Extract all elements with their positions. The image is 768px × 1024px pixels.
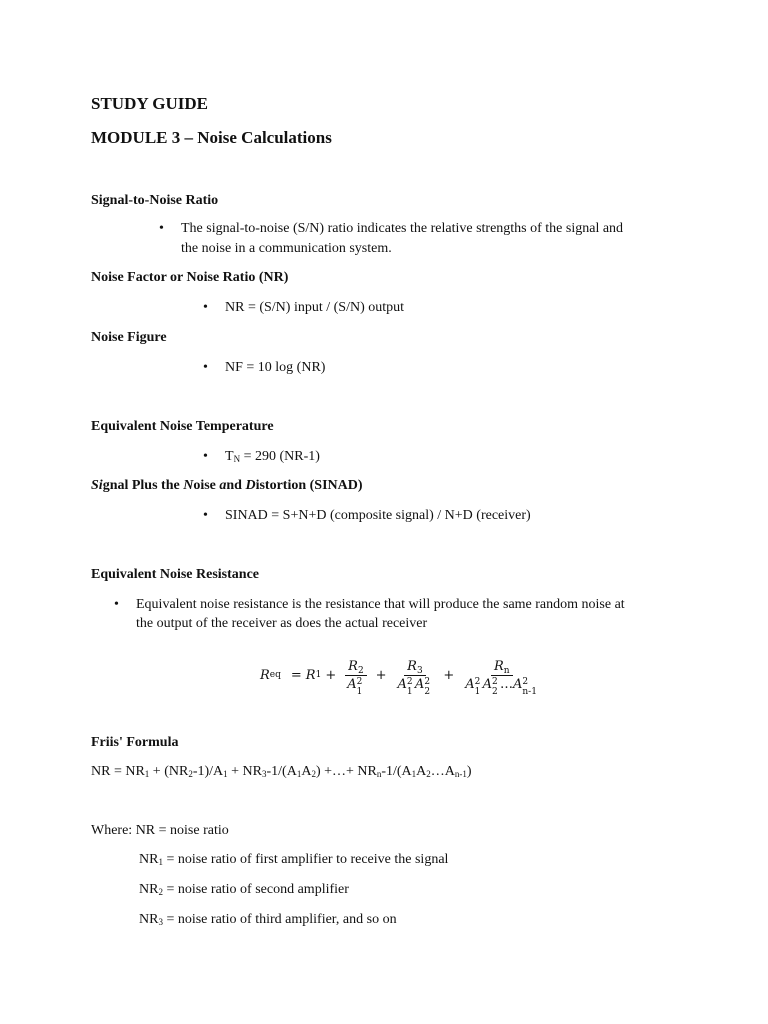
enr-bullet	[114, 597, 625, 613]
bullet-symbol: •	[203, 449, 208, 464]
nr1-desc: = noise ratio of first amplifier to receive the signal	[162, 852, 449, 867]
ent-heading: Equivalent Noise Temperature	[91, 419, 274, 434]
ent-bullet	[203, 449, 320, 465]
snr-heading: Signal-to-Noise Ratio	[91, 193, 219, 208]
sinad-bullet	[203, 508, 531, 524]
bullet-symbol: •	[203, 508, 208, 523]
nr1-definition: $NR_1$ = noise ratio of first amplifier to receive the signal	[139, 852, 449, 867]
sinad-bullet-text: SINAD = S+N+D (composite signal) / N+D (receiver)	[225, 508, 531, 523]
bullet-symbol: •	[203, 300, 208, 315]
nr-heading: Noise Factor or Noise Ratio (NR)	[91, 270, 289, 285]
ent-bullet-sub: N	[233, 454, 241, 464]
nf-bullet	[203, 360, 325, 376]
friis-formula: NR = $NR_1 + (NR_2-1)/A_1 + NR_3-1/(A_1A_2)$ +…+ $NR_n-1/(A_1A_2\dots A_{n-1})$	[91, 764, 472, 779]
nr-bullet-text: NR = (S/N) input / (S/N) output	[225, 300, 405, 315]
sinad-heading-part: Si	[91, 478, 103, 493]
nr3-definition: $NR_3$ = noise ratio of third amplifier, and so on	[139, 912, 397, 927]
nr2-definition: $NR_2$ = noise ratio of second amplifier	[139, 882, 349, 897]
bullet-symbol: •	[203, 360, 208, 375]
sinad-heading-part: oise	[193, 478, 220, 493]
sinad-heading-part: g	[102, 478, 110, 493]
snr-bullet-line1: The signal-to-noise (S/N) ratio indicates the relative strengths of the signal and	[181, 221, 624, 236]
study-guide-title: STUDY GUIDE	[91, 94, 208, 113]
nr2-desc: = noise ratio of second amplifier	[162, 882, 349, 897]
fraction-term-3: $R_3$ A 2 1 A 2 2	[397, 658, 431, 697]
snr-bullet	[159, 221, 623, 237]
bullet-symbol: •	[114, 597, 119, 612]
snr-bullet-line2: the noise in a communication system.	[181, 241, 392, 256]
enr-heading: Equivalent Noise Resistance	[91, 567, 259, 582]
nf-bullet-text: NF = 10 log (NR)	[225, 360, 326, 375]
nf-heading: Noise Figure	[91, 330, 167, 345]
equivalent-resistance-equation: R eq = R 1 + $R_2$ A 2 1 + $R_3$ A 2 1 A 2 2 + $R_n$ A 2 1 A 2 2 …A 2 n-1	[260, 652, 545, 698]
sinad-heading-part: a	[219, 478, 227, 493]
module-title: MODULE 3 – Noise Calculations	[91, 128, 332, 147]
fraction-term-n: $R_n$ A 2 1 A 2 2 …A 2 n-1	[465, 658, 537, 697]
nr3-desc: = noise ratio of third amplifier, and so on	[162, 912, 397, 927]
friis-heading: Friis' Formula	[91, 735, 179, 750]
sinad-heading-part: N	[183, 478, 194, 493]
sinad-heading	[91, 478, 363, 494]
sinad-heading-part: D	[245, 478, 256, 493]
ent-bullet-rest: = 290 (NR-1)	[240, 449, 320, 464]
nr-bullet	[203, 300, 404, 316]
enr-bullet-line1: Equivalent noise resistance is the resistance that will produce the same random noise at	[136, 597, 625, 612]
where-label: Where: NR = noise ratio	[91, 823, 229, 838]
sinad-heading-part: nd	[226, 478, 246, 493]
ent-bullet-prefix: T	[225, 449, 234, 464]
sinad-heading-part: istortion (SINAD)	[255, 478, 363, 493]
bullet-symbol: •	[159, 221, 164, 236]
enr-bullet-line2: the output of the receiver as does the actual receiver	[136, 616, 428, 631]
sinad-heading-part: nal Plus the	[109, 478, 184, 493]
fraction-term-2: $R_2$ A 2 1	[344, 659, 367, 692]
